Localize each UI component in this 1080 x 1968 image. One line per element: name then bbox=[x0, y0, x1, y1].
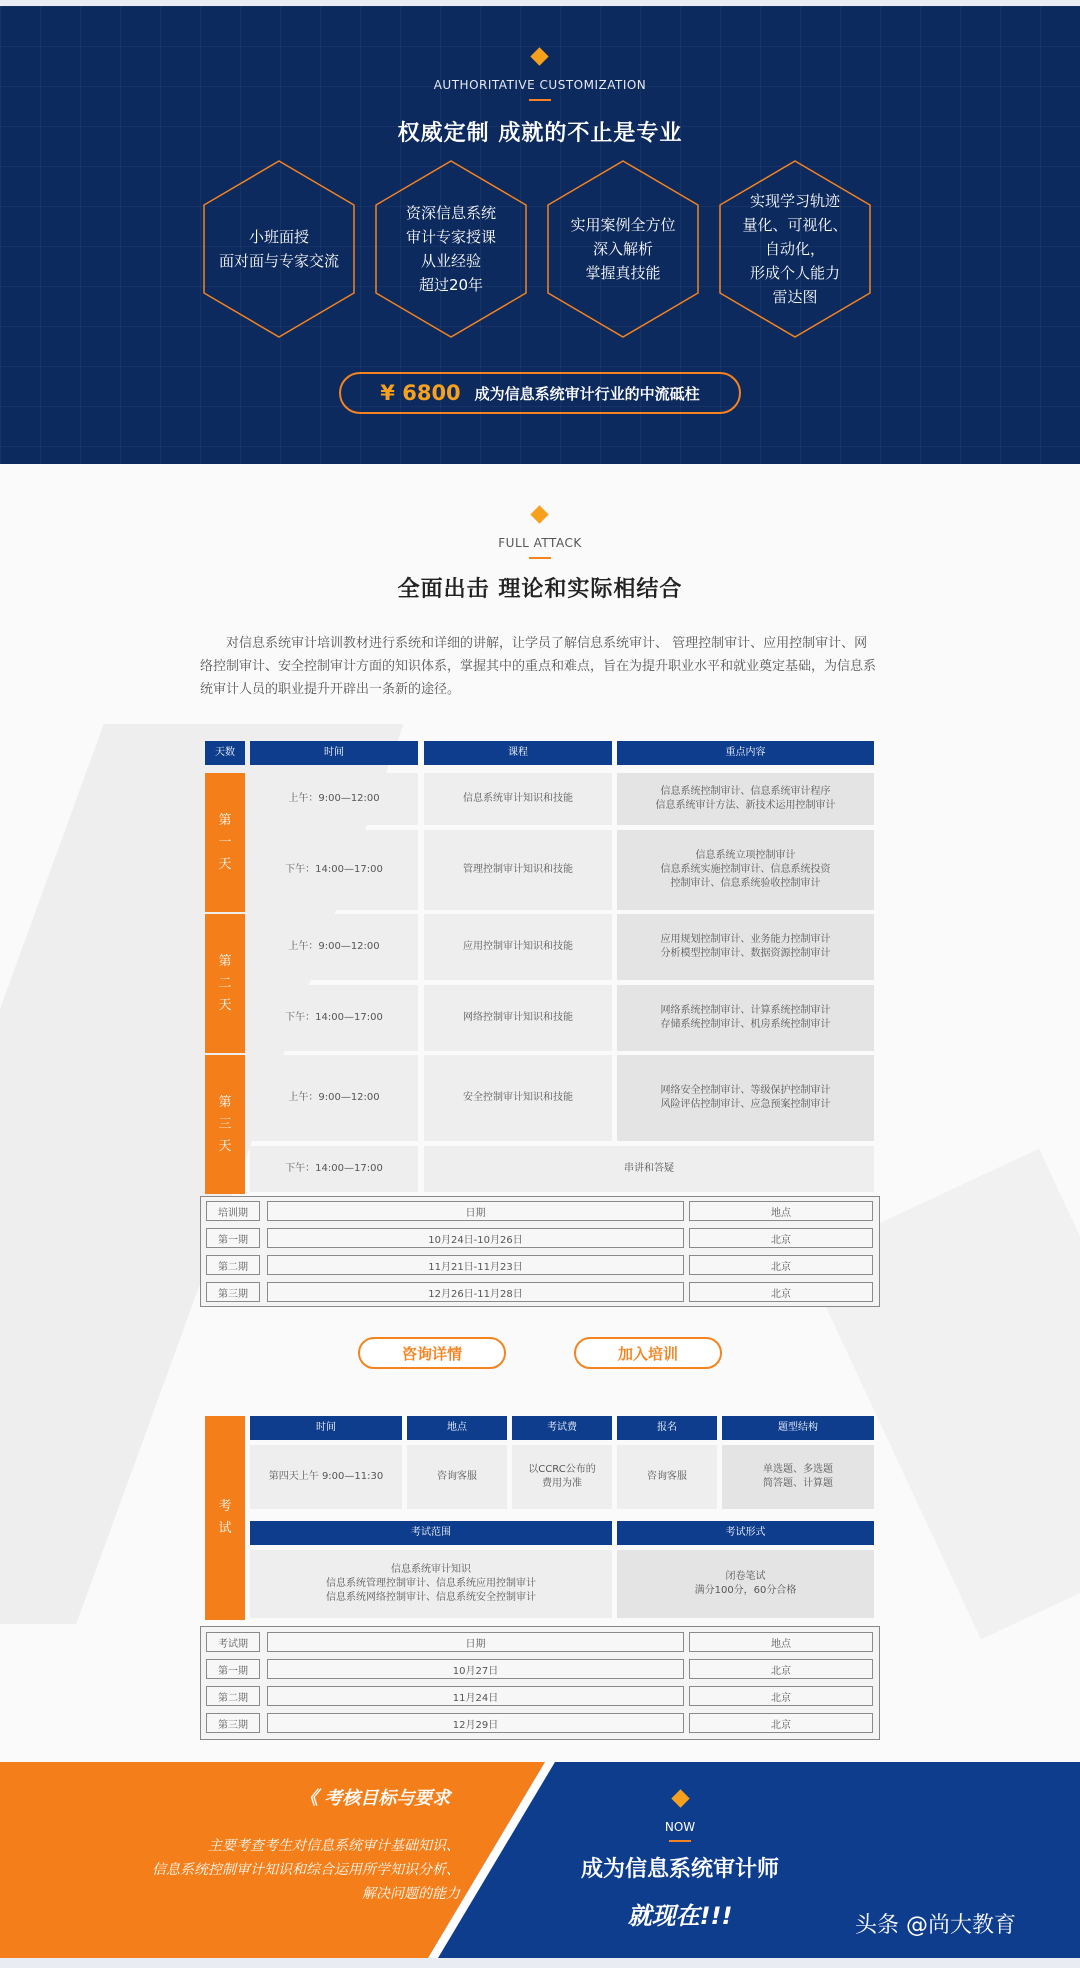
exam-header-time: 时间 bbox=[250, 1416, 402, 1440]
feature-text: 实现学习轨迹 量化、可视化、 自动化， 形成个人能力 雷达图 bbox=[742, 192, 848, 306]
goal-description: 主要考查考生对信息系统审计基础知识、 信息系统控制审计知识和综合运用所学知识分析、 解决问题的能力 bbox=[152, 1838, 460, 1902]
exam-place: 北京 bbox=[689, 1686, 873, 1706]
section-title: 全面出击 理论和实际相结合 bbox=[397, 577, 683, 602]
feature-hexagon-small-class bbox=[203, 160, 355, 338]
consult-button[interactable]: 咨询详情 bbox=[358, 1337, 506, 1369]
exam-period: 第一期 bbox=[206, 1659, 260, 1679]
schedule-content: 应用规划控制审计、业务能力控制审计 分析模型控制审计、数据资源控制审计 bbox=[617, 914, 874, 980]
watermark: 头条 @尚大教育 bbox=[855, 1913, 1016, 1938]
exam-header-fee: 考试费 bbox=[512, 1416, 612, 1440]
schedule-header-content: 重点内容 bbox=[617, 741, 874, 765]
exam-scope: 信息系统审计知识 信息系统管理控制审计、信息系统应用控制审计 信息系统网络控制审计、信息系统安全控制审计 bbox=[250, 1550, 612, 1618]
exam-date: 11月24日 bbox=[267, 1686, 684, 1706]
exam-header-place: 地点 bbox=[407, 1416, 507, 1440]
exam-header-register: 报名 bbox=[617, 1416, 717, 1440]
exam-place: 咨询客服 bbox=[407, 1445, 507, 1509]
training-place: 北京 bbox=[689, 1282, 873, 1302]
exam-date-header: 日期 bbox=[267, 1632, 684, 1652]
customization-section bbox=[0, 6, 1080, 464]
exam-time: 第四天上午 9:00—11:30 bbox=[250, 1445, 402, 1509]
exam-register: 咨询客服 bbox=[617, 1445, 717, 1509]
diamond-icon bbox=[530, 505, 548, 523]
exam-form-header: 考试形式 bbox=[617, 1521, 874, 1545]
training-period: 第二期 bbox=[206, 1255, 260, 1275]
schedule-header-time: 时间 bbox=[250, 741, 418, 765]
training-place: 北京 bbox=[689, 1228, 873, 1248]
schedule-header-course: 课程 bbox=[424, 741, 612, 765]
now-label: NOW bbox=[664, 1820, 696, 1834]
exam-place: 北京 bbox=[689, 1713, 873, 1733]
schedule-course: 串讲和答疑 bbox=[424, 1146, 874, 1192]
training-date: 10月24日-10月26日 bbox=[267, 1228, 684, 1248]
training-header-period: 培训期 bbox=[206, 1201, 260, 1221]
training-date: 11月21日-11月23日 bbox=[267, 1255, 684, 1275]
join-training-button[interactable]: 加入培训 bbox=[574, 1337, 722, 1369]
exam-date: 12月29日 bbox=[267, 1713, 684, 1733]
training-header-place: 地点 bbox=[689, 1201, 873, 1221]
exam-place-header: 地点 bbox=[689, 1632, 873, 1652]
day-1-label: 第 一 天 bbox=[205, 773, 245, 912]
schedule-course: 安全控制审计知识和技能 bbox=[424, 1055, 612, 1141]
schedule-course: 网络控制审计知识和技能 bbox=[424, 985, 612, 1051]
exam-place: 北京 bbox=[689, 1659, 873, 1679]
intro-paragraph: 对信息系统审计培训教材进行系统和详细的讲解，让学员了解信息系统审计、 管理控制审计、应用控制审计、网络控制审计、安全控制审计方面的知识体系，掌握其中的重点和难点，旨在为提升职业水平和就业奠定基础，为信息系统审计人员的职业提升开辟出一条新的途径。 bbox=[200, 636, 877, 697]
divider-line bbox=[669, 1840, 691, 1842]
schedule-time: 下午：14:00—17:00 bbox=[250, 985, 418, 1051]
training-period: 第三期 bbox=[206, 1282, 260, 1302]
training-period: 第一期 bbox=[206, 1228, 260, 1248]
bottom-border bbox=[0, 1958, 1080, 1968]
schedule-time: 上午：9:00—12:00 bbox=[250, 1055, 418, 1141]
feature-hexagon-tracking bbox=[719, 160, 871, 338]
become-auditor-title: 成为信息系统审计师 bbox=[580, 1857, 779, 1882]
schedule-content: 网络系统控制审计、计算系统控制审计 存储系统控制审计、机房系统控制审计 bbox=[617, 985, 874, 1051]
feature-hexagon-cases bbox=[547, 160, 699, 338]
divider-line bbox=[529, 557, 551, 559]
day-2-label: 第 二 天 bbox=[205, 914, 245, 1053]
exam-period-header: 考试期 bbox=[206, 1632, 260, 1652]
feature-text: 实用案例全方位 深入解析 掌握真技能 bbox=[570, 216, 676, 282]
exam-date: 10月27日 bbox=[267, 1659, 684, 1679]
call-to-action-banner bbox=[0, 1762, 1080, 1958]
schedule-content: 信息系统立项控制审计 信息系统实施控制审计、信息系统投资 控制审计、信息系统验收控制审计 bbox=[617, 830, 874, 910]
exam-fee: 以CCRC公布的 费用为准 bbox=[512, 1445, 612, 1509]
course-section bbox=[0, 464, 1080, 1762]
price-tagline: 成为信息系统审计行业的中流砥柱 bbox=[474, 384, 700, 403]
feature-hexagon-experts bbox=[375, 160, 527, 338]
diamond-icon bbox=[530, 47, 548, 65]
schedule-course: 信息系统审计知识和技能 bbox=[424, 773, 612, 825]
schedule-time: 上午：9:00—12:00 bbox=[250, 773, 418, 825]
schedule-time: 下午：14:00—17:00 bbox=[250, 1146, 418, 1192]
exam-period: 第三期 bbox=[206, 1713, 260, 1733]
exam-label: 考 试 bbox=[205, 1416, 245, 1620]
section-subtitle-en: FULL ATTACK bbox=[498, 536, 582, 550]
feature-text: 小班面授 面对面与专家交流 bbox=[218, 228, 339, 270]
feature-text: 资深信息系统 审计专家授课 从业经验 超过20年 bbox=[405, 204, 496, 294]
price-value: ¥ 6800 bbox=[380, 381, 461, 405]
goal-title: 《 考核目标与要求 bbox=[300, 1788, 451, 1809]
section-title: 权威定制 成就的不止是专业 bbox=[397, 121, 683, 146]
exam-form: 闭卷笔试 满分100分，60分合格 bbox=[617, 1550, 874, 1618]
training-place: 北京 bbox=[689, 1255, 873, 1275]
training-header-date: 日期 bbox=[267, 1201, 684, 1221]
schedule-header-day: 天数 bbox=[205, 741, 245, 765]
exam-question-types: 单选题、多选题 简答题、计算题 bbox=[722, 1445, 874, 1509]
section-subtitle-en: AUTHORITATIVE CUSTOMIZATION bbox=[433, 78, 647, 92]
exam-scope-header: 考试范围 bbox=[250, 1521, 612, 1545]
price-banner bbox=[339, 372, 741, 414]
divider-line bbox=[529, 99, 551, 101]
schedule-content: 信息系统控制审计、信息系统审计程序 信息系统审计方法、新技术运用控制审计 bbox=[617, 773, 874, 825]
schedule-time: 上午：9:00—12:00 bbox=[250, 914, 418, 980]
exam-header-question-types: 题型结构 bbox=[722, 1416, 874, 1440]
schedule-course: 应用控制审计知识和技能 bbox=[424, 914, 612, 980]
exam-period: 第二期 bbox=[206, 1686, 260, 1706]
schedule-course: 管理控制审计知识和技能 bbox=[424, 830, 612, 910]
schedule-content: 网络安全控制审计、等级保护控制审计 风险评估控制审计、应急预案控制审计 bbox=[617, 1055, 874, 1141]
schedule-time: 下午：14:00—17:00 bbox=[250, 830, 418, 910]
training-date: 12月26日-11月28日 bbox=[267, 1282, 684, 1302]
day-3-label: 第 三 天 bbox=[205, 1055, 245, 1194]
now-exclaim: 就现在!!! bbox=[627, 1902, 733, 1930]
